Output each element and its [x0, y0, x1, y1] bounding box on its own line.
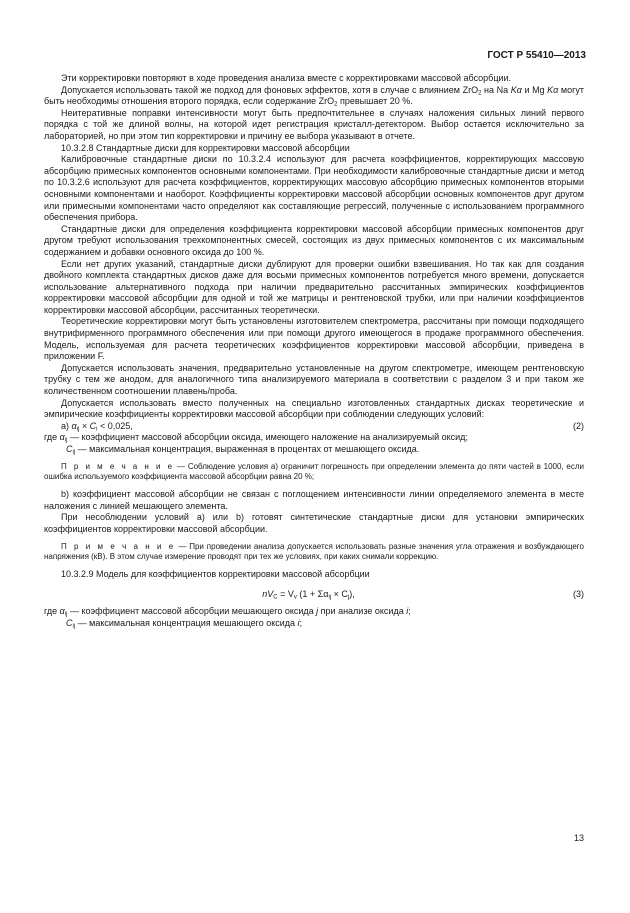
- note: П р и м е ч а н и е — Соблюдение условия а) ограничит погрешность при определении элемента до пяти частей в 1000, если ошибка используемого коэффициента массовой абсорбции равна 20 %;: [44, 461, 585, 482]
- paragraph: Неитеративные поправки интенсивности могут быть предпочтительнее в случаях наложения сильных линий первого порядка с той же длиной волны, на которой идет регистрация кристалл-детектором. Выбор остается исключительно за лабораторией, но при этом тип корректировки и причину ее выбора указывают в отчете.: [44, 107, 584, 141]
- definition-list: [44, 432, 584, 455]
- paragraph: Допускается использовать вместо полученных на специально изготовленных стандартных дисках теоретические и эмпирические коэффициенты корректировки массовой абсорбции при соблюдении следующих условий:: [44, 397, 584, 420]
- equation-number: (2): [573, 420, 584, 431]
- paragraph: Если нет других указаний, стандартные диски дублируют для проверки ошибки взвешивания. Но так как для создания двойного комплекта стандартных дисков даже для восьми примесных компонентов потребуется много времени, допускается использование альтернативного подхода при наличии предварительно рассчитанных эмпирических коэффициентов корректировки массовой абсорбции для одной и той же матрицы и рентгеновской трубки, или при наличии коэффициентов корректировки массовой абсорбции, рассчитанных теоретически.: [44, 258, 584, 315]
- paragraph: Допускается использовать такой же подход для фоновых эффектов, хотя в случае с влиянием ZrO$_2$ на Na Kα и Mg Kα могут быть необходимы отношения второго порядка, если содержание ZrO$_2$ превышает 20 %.: [44, 84, 585, 108]
- equation-2: а) $\alpha_{ij} \times C_i < 0,025$, (2): [61, 420, 584, 433]
- note: П р и м е ч а н и е — При проведении анализа допускается использовать разные значения угла отражения и возбуждающего напряжения (кВ). В этом случае измерение проводят при тех же условиях, при каких снимали коррекцию.: [44, 541, 585, 562]
- equation-number: (3): [573, 588, 584, 599]
- section-heading: 10.3.2.9 Модель для коэффициентов корректировки массовой абсорбции: [61, 569, 370, 580]
- paragraph: Эти корректировки повторяют в ходе проведения анализа вместе с корректировками массовой абсорбции.: [61, 73, 512, 83]
- equation-3: $nV_C = V_v$ $(1 + \Sigma\alpha_{ij} \times C_j)$, (3): [262, 588, 584, 601]
- page-number: 13: [573, 833, 584, 843]
- paragraph: Теоретические корректировки могут быть установлены изготовителем спектрометра, рассчитаны при помощи подходящего внутрифирменного программного обеспечения или при помощи другого имеющегося в продаже программного обеспечения. Модель, используемая для расчета теоретических коэффициентов корректировки массовой абсорбции, приведена в приложении F.: [44, 316, 584, 362]
- definition-item: $C_{ij}$ — максимальная концентрация мешающего оксида i;: [66, 617, 303, 630]
- paragraph: Стандартные диски для определения коэффициента корректировки массовой абсорбции примесных компонентов друг другом требуют использования трехкомпонентных смесей, состоящих из двух примесных компонентов с их максимальным содержанием и добавки основного оксида до 100 %.: [44, 223, 584, 257]
- definition-item: где $\alpha_{ij}$ — коэффициент массовой абсорбции оксида, имеющего наложение на анализируемый оксид;: [44, 432, 468, 444]
- definition-item: $C_{ij}$ — максимальная концентрация, выраженная в процентах от мешающего оксида.: [66, 444, 420, 456]
- paragraph: Допускается использовать значения, предварительно установленные на другом спектрометре, имеющем рентгеновскую трубку с тем же анодом, для аналогичного типа анализируемого материала в соответствии с разделом 3 и при таком же количественном соотношении плавень/проба.: [44, 362, 584, 397]
- document-code: ГОСТ Р 55410—2013: [487, 50, 586, 61]
- paragraph: b) коэффициент массовой абсорбции не связан с поглощением интенсивности линии определяемого элемента в месте наложения с линией мешающего элемента.: [44, 489, 584, 511]
- paragraph: При несоблюдении условий а) или b) готовят синтетические стандартные диски для установки эмпирических коэффициентов корректировки массовой абсорбции.: [44, 512, 584, 534]
- definition-item: где $\alpha_{ij}$ — коэффициент массовой абсорбции мешающего оксида j при анализе оксида i;: [44, 606, 411, 618]
- definition-list: [44, 606, 584, 629]
- section-heading: 10.3.2.8 Стандартные диски для корректировки массовой абсорбции: [61, 142, 350, 153]
- page-body: [44, 73, 584, 630]
- paragraph: Калибровочные стандартные диски по 10.3.2.4 используют для расчета коэффициентов, корректирующих массовую абсорбцию примесных компонентов основными компонентами. При необходимости калибровочные стандартные диски и метод по 10.3.2.6 используют для расчета коэффициентов, корректирующих массовую абсорбцию примесных компонентов вторыми основными компонентами и наоборот. Коэффициенты корректировки массовой абсорбции основных компонентов друг другом или примесными компонентами часто определяют как составляющие регрессий, полученные с использованием программного обеспечения прибора.: [44, 154, 584, 223]
